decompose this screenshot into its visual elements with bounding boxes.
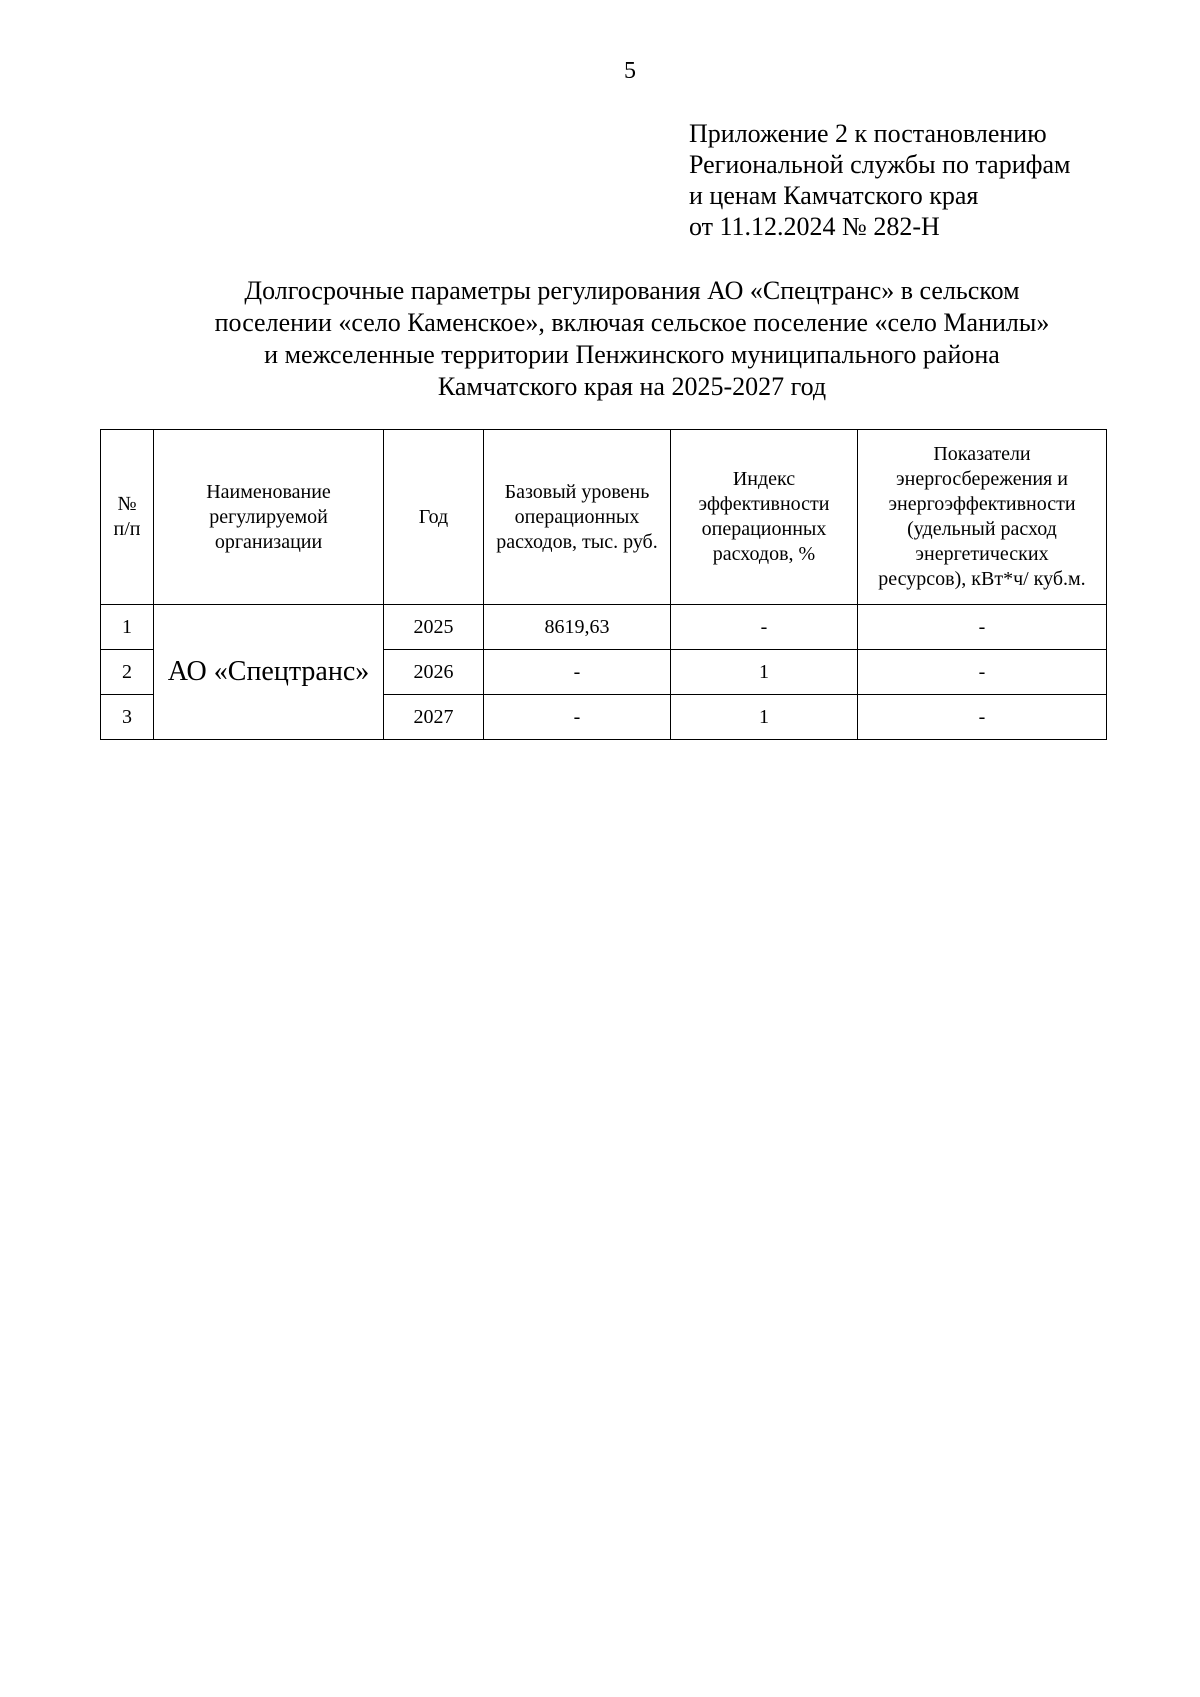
header-efficiency-index: Индекс эффективности операционных расходов, % <box>671 430 858 605</box>
header-year: Год <box>384 430 484 605</box>
regulation-parameters-table <box>100 429 1107 740</box>
cell-efficiency-index: 1 <box>671 695 858 740</box>
cell-energy-indicators: - <box>858 695 1107 740</box>
cell-year: 2026 <box>384 650 484 695</box>
title-line: и межселенные территории Пенжинского муниципального района <box>264 340 1000 369</box>
cell-efficiency-index: 1 <box>671 650 858 695</box>
cell-base-level: - <box>484 650 671 695</box>
document-title <box>100 275 1164 403</box>
appendix-line: Приложение 2 к постановлению <box>689 119 1047 148</box>
header-num: № п/п <box>101 430 154 605</box>
header-energy-indicators: Показатели энергосбережения и энергоэффективности (удельный расход энергетических ресурсов), кВт*ч/ куб.м. <box>858 430 1107 605</box>
page-number: 5 <box>624 58 636 84</box>
cell-base-level: 8619,63 <box>484 605 671 650</box>
cell-num: 1 <box>101 605 154 650</box>
cell-efficiency-index: - <box>671 605 858 650</box>
cell-energy-indicators: - <box>858 650 1107 695</box>
title-line: Камчатского края на 2025-2027 год <box>437 372 827 401</box>
title-line: поселении «село Каменское», включая сельское поселение «село Манилы» <box>214 308 1050 337</box>
cell-year: 2025 <box>384 605 484 650</box>
appendix-reference <box>689 118 1070 242</box>
table-header-row <box>101 430 1107 605</box>
cell-num: 3 <box>101 695 154 740</box>
header-base-level: Базовый уровень операционных расходов, тыс. руб. <box>484 430 671 605</box>
cell-year: 2027 <box>384 695 484 740</box>
header-organization: Наименование регулируемой организации <box>154 430 384 605</box>
cell-organization: АО «Спецтранс» <box>154 605 384 740</box>
appendix-line: от 11.12.2024 № 282-Н <box>689 212 940 241</box>
appendix-line: и ценам Камчатского края <box>689 181 979 210</box>
cell-energy-indicators: - <box>858 605 1107 650</box>
table-row <box>101 605 1107 650</box>
cell-base-level: - <box>484 695 671 740</box>
title-line: Долгосрочные параметры регулирования АО «Спецтранс» в сельском <box>244 276 1020 305</box>
appendix-line: Региональной службы по тарифам <box>689 150 1071 179</box>
cell-num: 2 <box>101 650 154 695</box>
